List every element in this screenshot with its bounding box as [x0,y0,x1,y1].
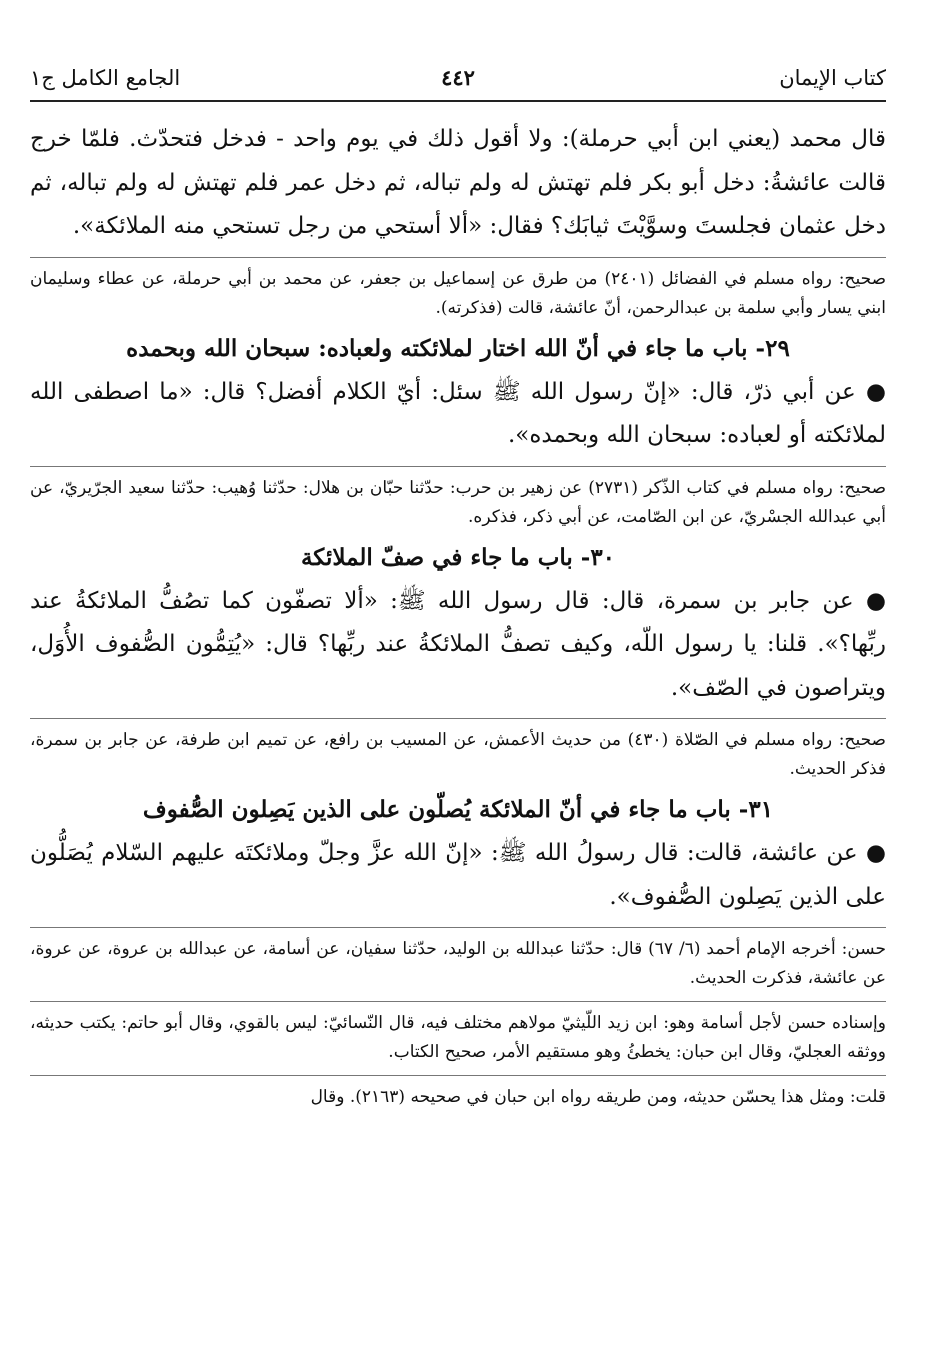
takhrij-note: صحيح: رواه مسلم في الفضائل (٢٤٠١) من طرق عن إسماعيل بن جعفر، عن محمد بن أبي حرملة، عن عطاء وسليمان ابني يسار وأبي سلمة بن عبدالرحمن، أنّ عائشة، قالت (فذكرته). [30,268,886,318]
hadith-text-31: ● عن عائشة، قالت: قال رسولُ الله ﷺ: «إنّ الله عزَّ وجلّ وملائكتَه عليهم السّلام يُصَلُّون على الذين يَصِلون الصُّفوف». [30,840,886,910]
chapter-heading-30: ٣٠- باب ما جاء في صفّ الملائكة [300,543,616,571]
chapter-heading-31: ٣١- باب ما جاء في أنّ الملائكة يُصلّون على الذين يَصِلون الصُّفوف [142,796,774,823]
chapter-heading-29: ٢٩- باب ما جاء في أنّ الله اختار لملائكته ولعباده: سبحان الله وبحمده [126,334,790,362]
page-number: ٤٤٢ [441,65,475,90]
hadith-text-29: ● عن أبي ذرّ، قال: «إنّ رسول الله ﷺ سئل: أيّ الكلام أفضل؟ قال: «ما اصطفى الله لملائكته أو لعباده: سبحان الله وبحمده». [30,378,886,448]
footnote-divider [30,466,886,467]
takhrij-note-29: صحيح: رواه مسلم في كتاب الذّكر (٢٧٣١) عن زهير بن حرب: حدّثنا حبّان بن هلال: حدّثنا وُهيب: حدّثنا سعيد الجرّيريّ، عن أبي عبدالله الجسْريّ، عن ابن الصّامت، عن أبي ذكر، فذكره. [30,477,886,527]
footnote-divider [30,257,886,258]
page-header [30,58,886,98]
takhrij-note-31-a: حسن: أخرجه الإمام أحمد (٦/ ٦٧) قال: حدّثنا عبدالله بن الوليد، حدّثنا سفيان، عن أسامة، عن عبدالله بن عروة، عن عروة، عن عائشة، فذكرت الحديث. [30,939,886,988]
collection-title: الجامع الكامل ج١ [30,66,181,90]
book-title: كتاب الإيمان [779,66,886,90]
takhrij-note-31-c: قلت: ومثل هذا يحسّن حديثه، ومن طريقه رواه ابن حبان في صحيحه (٢١٦٣). وقال [310,1087,886,1107]
footnote-divider [30,927,886,928]
header-divider [30,100,886,102]
page-content [30,118,886,1112]
hadith-text-continued: قال محمد (يعني ابن أبي حرملة): ولا أقول ذلك في يوم واحد - فدخل فتحدّث. فلمّا خرج قالت عائشةُ: دخل أبو بكر فلم تهتش له ولم تباله، ثم دخل عمر فلم تهتش له ولم تباله، ثم دخل عثمان فجلستَ وسوَّيْتَ ثيابَك؟ فقال: «ألا أستحي من رجل تستحي منه الملائكة». [30,126,886,239]
footnote-divider [30,1075,886,1076]
footnote-divider [30,718,886,719]
takhrij-note-30: صحيح: رواه مسلم في الصّلاة (٤٣٠) من حديث الأعمش، عن المسيب بن رافع، عن تميم ابن طرفة، عن جابر بن سمرة، فذكر الحديث. [30,730,886,779]
hadith-text-30: ● عن جابر بن سمرة، قال: قال رسول الله ﷺ: «ألا تصفّون كما تصُفُّ الملائكةُ عند ربِّها؟». قلنا: يا رسول اللّه، وكيف تصفُّ الملائكةُ عند ربِّها؟ قال: «يُتِمُّون الصُّفوف الأُوَل، ويتراصون في الصّف». [30,587,887,701]
takhrij-note-31-b: وإسناده حسن لأجل أسامة وهو: ابن زيد اللّيثيّ مولاهم مختلف فيه، قال النّسائيّ: ليس بالقوي، وقال أبو حاتم: يكتب حديثه، ووثقه العجليّ، وقال ابن حبان: يخطئُ وهو مستقيم الأمر، صحيح الكتاب. [30,1013,886,1062]
footnote-divider [30,1001,886,1002]
